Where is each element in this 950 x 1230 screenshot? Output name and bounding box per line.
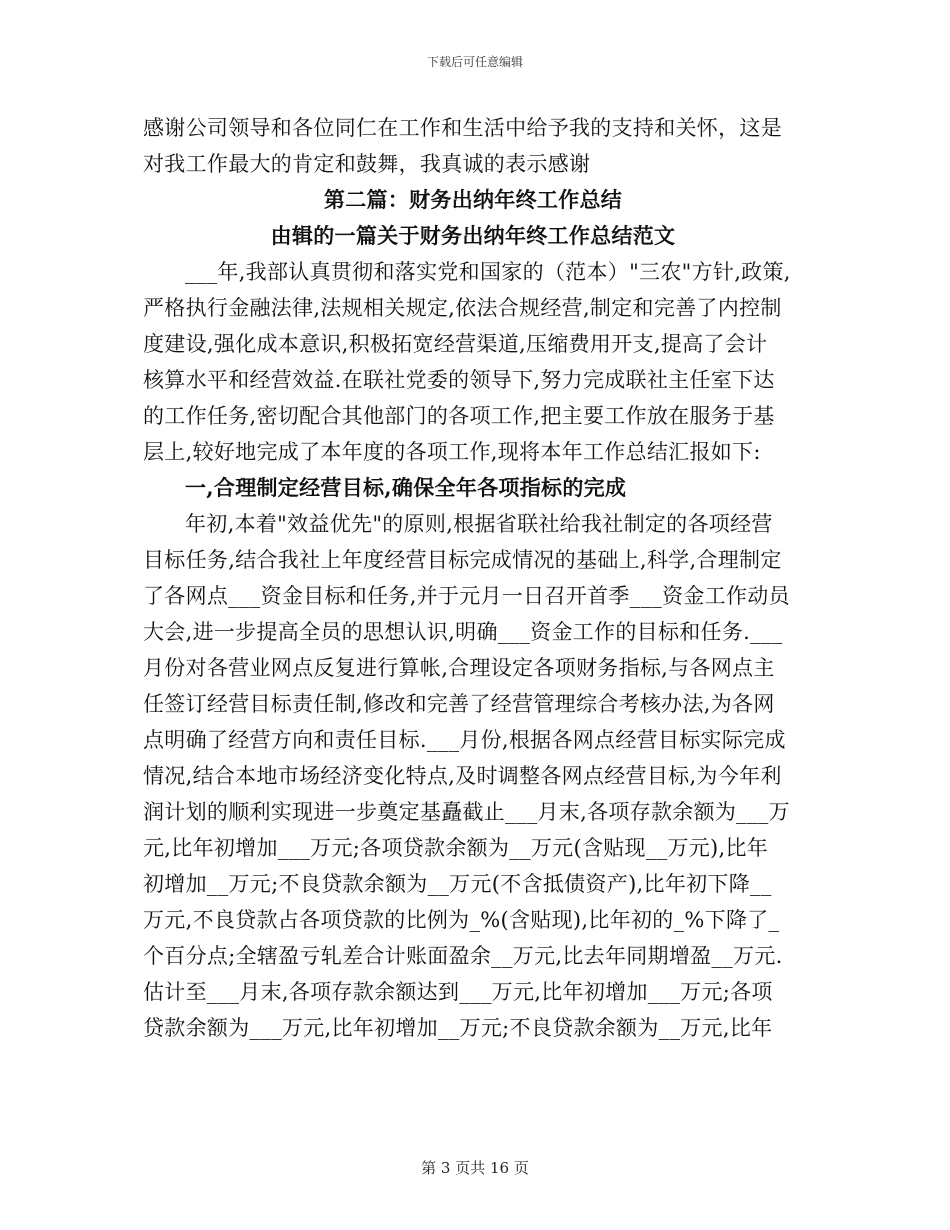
body-line: 初增加__万元;不良贷款余额为__万元(不含抵债资产),比年初下降__ (143, 872, 772, 896)
body-line: 严格执行金融法律,法规相关规定,依法合规经营,制定和完善了内控制 (143, 296, 782, 320)
body-line: 大会,进一步提高全员的思想认识,明确___资金工作的目标和任务.___ (143, 620, 783, 644)
body-line: 了各网点___资金目标和任务,并于元月一日召开首季___资金工作动员 (143, 584, 790, 608)
section-heading: 一,合理制定经营目标,确保全年各项指标的完成 (185, 475, 627, 500)
body-line: 的工作任务,密切配合其他部门的各项工作,把主要工作放在服务于基 (143, 404, 775, 428)
body-line: 年初,本着"效益优先"的原则,根据省联社给我社制定的各项经营 (185, 512, 773, 536)
document-body (143, 113, 803, 1049)
body-line: 核算水平和经营效益.在联社党委的领导下,努力完成联社主任室下达 (143, 368, 775, 392)
body-line: 对我工作最大的肯定和鼓舞，我真诚的表示感谢 (143, 152, 591, 176)
section-subtitle: 由辑的一篇关于财务出纳年终工作总结范文 (270, 223, 676, 248)
body-line: 度建设,强化成本意识,积极拓宽经营渠道,压缩费用开支,提高了会计 (143, 332, 768, 356)
body-line: 目标任务,结合我社上年度经营目标完成情况的基础上,科学,合理制定 (143, 548, 782, 572)
body-line: 润计划的顺利实现进一步奠定基矗截止___月末,各项存款余额为___万 (143, 800, 790, 824)
section-title: 第二篇：财务出纳年终工作总结 (323, 187, 623, 212)
page-footer: 第 3 页共 16 页 (421, 1159, 529, 1177)
body-line: 个百分点;全辖盈亏轧差合计账面盈余__万元,比去年同期增盈__万元. (143, 944, 783, 968)
body-line: 点明确了经营方向和责任目标.___月份,根据各网点经营目标实际完成 (143, 728, 786, 752)
body-line: 层上,较好地完成了本年度的各项工作,现将本年工作总结汇报如下: (143, 440, 761, 464)
body-line: 情况,结合本地市场经济变化特点,及时调整各网点经营目标,为今年利 (143, 764, 782, 788)
body-line: 感谢公司领导和各位同仁在工作和生活中给予我的支持和关怀，这是 (143, 116, 782, 140)
body-line: 贷款余额为___万元,比年初增加__万元;不良贷款余额为__万元,比年 (143, 1016, 773, 1040)
body-line: 月份对各营业网点反复进行算帐,合理设定各项财务指标,与各网点主 (143, 656, 775, 680)
page-header: 下载后可任意编辑 (426, 55, 523, 69)
body-line: ___年,我部认真贯彻和落实党和国家的（范本）"三农"方针,政策, (185, 260, 791, 284)
body-line: 万元,不良贷款占各项贷款的比例为_%(含贴现),比年初的_%下降了_ (143, 908, 780, 932)
body-line: 任签订经营目标责任制,修改和完善了经营管理综合考核办法,为各网 (143, 692, 775, 716)
body-line: 估计至___月末,各项存款余额达到___万元,比年初增加___万元;各项 (143, 980, 773, 1004)
body-line: 元,比年初增加___万元;各项贷款余额为__万元(含贴现__万元),比年 (143, 836, 769, 860)
